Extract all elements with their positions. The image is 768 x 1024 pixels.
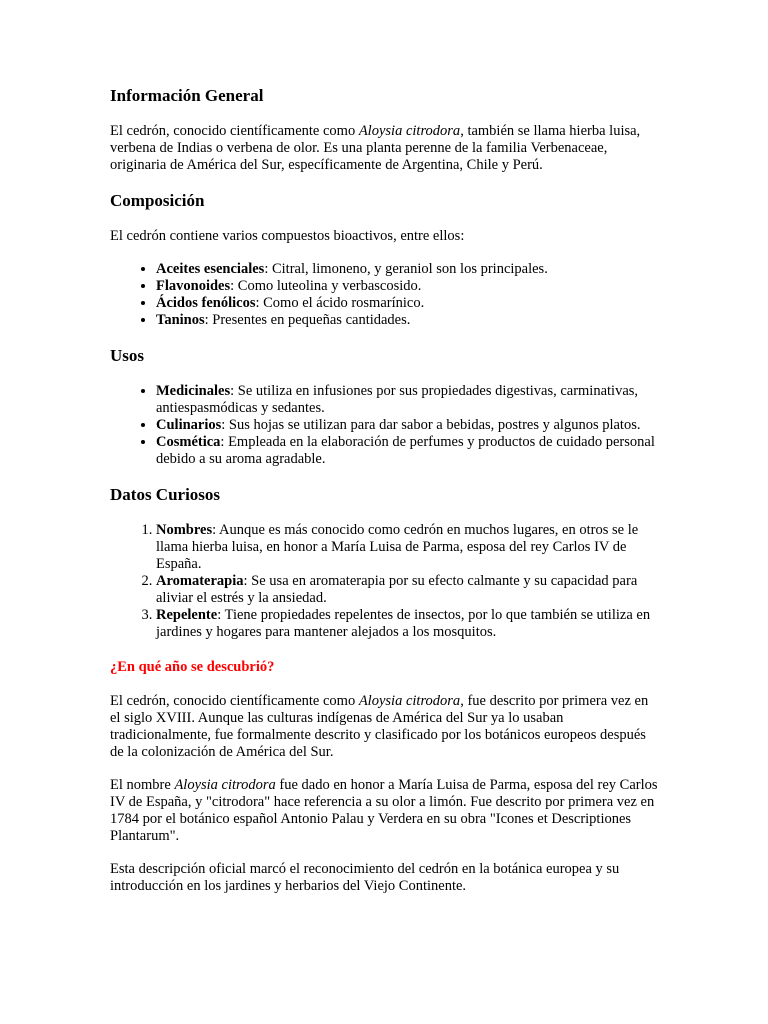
text-segment: El cedrón, conocido científicamente como [110, 693, 359, 709]
text-segment: fue dado en honor a María Luisa de Parma, esposa del rey Carlos IV de España, y "citrodora" hace referencia a su olor a limón. Fue descrito por primera vez en 1784 por el botánico español Antonio Palau y Verdera en su obra "Icones et Descriptiones Plantarum". [110, 777, 658, 844]
list-item-term: Aceites esenciales [156, 261, 265, 277]
list-item [156, 278, 658, 295]
list-item [156, 573, 658, 607]
species-name: Aloysia citrodora [358, 693, 461, 709]
list-item-text: : Sus hojas se utilizan para dar sabor a bebidas, postres y algunos platos. [221, 417, 641, 433]
paragraph-composicion-intro: El cedrón contiene varios compuestos bioactivos, entre ellos: [110, 228, 465, 244]
species-name: Aloysia citrodora [174, 777, 276, 793]
list-item-text: : Tiene propiedades repelentes de insectos, por lo que también se utiliza en jardines y hogares para mantener alejados a los mosquitos. [156, 607, 651, 640]
list-item-term: Ácidos fenólicos [156, 295, 256, 311]
list-item-text: : Como luteolina y verbascosido. [230, 278, 422, 294]
list-datos-curiosos [110, 522, 658, 641]
list-item-term: Cosmética [156, 434, 221, 450]
list-item-text: : Presentes en pequeñas cantidades. [204, 312, 411, 328]
list-usos [110, 383, 658, 468]
list-item [156, 383, 658, 417]
text-segment: El cedrón, conocido científicamente como [110, 123, 359, 139]
text-segment: , también se llama hierba luisa, verbena de Indias o verbena de olor. Es una planta perenne de la familia Verbenaceae, originaria de América del Sur, específicamente de Argentina, Chile y Perú. [110, 123, 641, 173]
paragraph-descubrio-3: Esta descripción oficial marcó el reconocimiento del cedrón en la botánica europea y su introducción en los jardines y herbarios del Viejo Continente. [110, 861, 620, 894]
list-item-term: Taninos [156, 312, 205, 328]
species-name: Aloysia citrodora [358, 123, 461, 139]
text-segment: El nombre [110, 777, 175, 793]
list-item-term: Nombres [156, 522, 213, 538]
list-item-term: Repelente [156, 607, 218, 623]
list-item-text: : Aunque es más conocido como cedrón en muchos lugares, en otros se le llama hierba luisa, en honor a María Luisa de Parma, esposa del rey Carlos IV de España. [156, 522, 639, 572]
heading-composicion: Composición [110, 191, 205, 210]
heading-en-que-ano: ¿En qué año se descubrió? [110, 659, 275, 675]
list-item [156, 607, 658, 641]
list-item [156, 312, 658, 329]
paragraph-descubrio-2 [110, 777, 658, 845]
list-item-text: : Citral, limoneno, y geraniol son los principales. [264, 261, 548, 277]
list-item [156, 434, 658, 468]
heading-usos: Usos [110, 346, 145, 365]
list-item [156, 417, 658, 434]
heading-datos-curiosos: Datos Curiosos [110, 485, 221, 504]
list-item-term: Aromaterapia [156, 573, 244, 589]
list-item [156, 295, 658, 312]
list-item-text: : Empleada en la elaboración de perfumes y productos de cuidado personal debido a su aroma agradable. [156, 434, 655, 467]
list-item-term: Culinarios [156, 417, 222, 433]
list-item-text: : Se utiliza en infusiones por sus propiedades digestivas, carminativas, antiespasmódicas y sedantes. [156, 383, 639, 416]
paragraph-general [110, 123, 658, 174]
list-item-text: : Como el ácido rosmarínico. [255, 295, 425, 311]
list-item-term: Medicinales [156, 383, 231, 399]
list-item-term: Flavonoides [156, 278, 231, 294]
list-item [156, 261, 658, 278]
list-item [156, 522, 658, 573]
list-item-text: : Se usa en aromaterapia por su efecto calmante y su capacidad para aliviar el estrés y la ansiedad. [156, 573, 638, 606]
text-segment: , fue descrito por primera vez en el siglo XVIII. Aunque las culturas indígenas de América del Sur ya lo usaban tradicionalmente, fue formalmente descrito y clasificado por los botánicos europeos después de la colonización de América del Sur. [110, 693, 649, 760]
heading-informacion-general: Información General [110, 86, 264, 105]
paragraph-descubrio-1 [110, 693, 658, 761]
list-composicion [110, 261, 658, 329]
